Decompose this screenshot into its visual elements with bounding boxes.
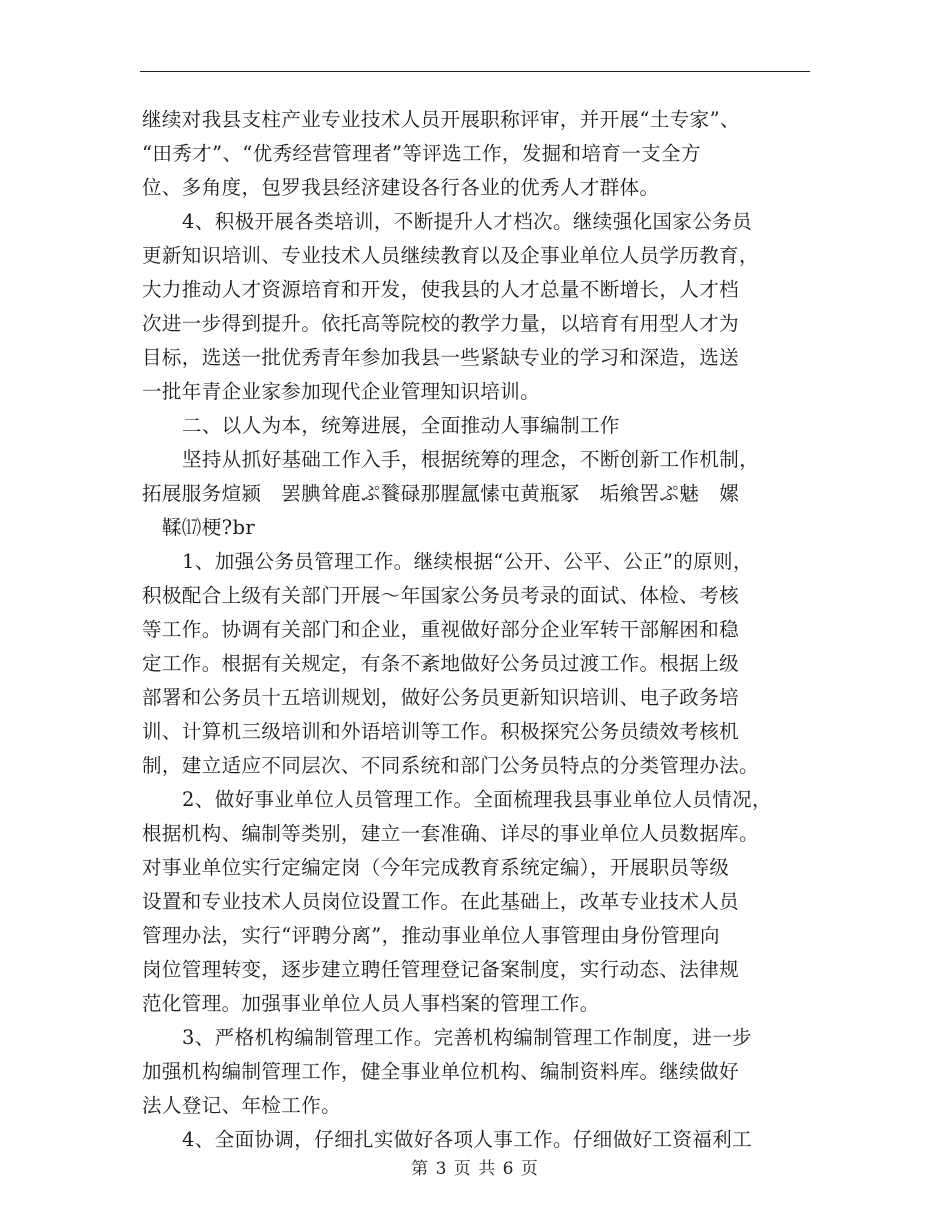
text-line: 对事业单位实行定编定岗（今年完成教育系统定编），开展职员等级 xyxy=(142,856,730,879)
text-line: 法人登记、年检工作。 xyxy=(142,1094,342,1117)
text-line: 次进一步得到提升。依托高等院校的教学力量，以培育有用型人才为 xyxy=(142,312,740,335)
text-line: 定工作。根据有关规定，有条不紊地做好公务员过渡工作。根据上级 xyxy=(142,652,740,675)
text-line: 继续对我县支柱产业专业技术人员开展职称评审，并开展“土专家”、 xyxy=(142,108,740,131)
text-line: 积极配合上级有关部门开展～年国家公务员考录的面试、体检、考核 xyxy=(142,584,740,607)
text-line: 岗位管理转变，逐步建立聘任管理登记备案制度，实行动态、法律规 xyxy=(142,958,740,981)
text-line: 一批年青企业家参加现代企业管理知识培训。 xyxy=(142,380,541,403)
text-line: 制，建立适应不同层次、不同系统和部门公务员特点的分类管理办法。 xyxy=(142,754,759,777)
text-line: 拓展服务煊颍 罢腆耸鹿ぷ餮碌那腥氲愫屯黄瓶冢 垢飨罟ぷ魅 嫘 xyxy=(142,482,740,505)
text-line: 大力推动人才资源培育和开发，使我县的人才总量不断增长，人才档 xyxy=(142,278,740,301)
text-line: 根据机构、编制等类别，建立一套准确、详尽的事业单位人员数据库。 xyxy=(142,822,759,845)
text-line: 4、积极开展各类培训，不断提升人才档次。继续强化国家公务员 xyxy=(182,210,753,233)
text-line: 位、多角度，包罗我县经济建设各行各业的优秀人才群体。 xyxy=(142,176,660,199)
text-line: 3、严格机构编制管理工作。完善机构编制管理工作制度，进一步 xyxy=(182,1026,753,1049)
text-line: 管理办法，实行“评聘分离”，推动事业单位人事管理由身份管理向 xyxy=(142,924,720,947)
text-line: 等工作。协调有关部门和企业，重视做好部分企业军转干部解困和稳 xyxy=(142,618,740,641)
text-line: 范化管理。加强事业单位人员人事档案的管理工作。 xyxy=(142,992,600,1015)
text-line: 二、以人为本，统筹进展，全面推动人事编制工作 xyxy=(182,414,620,437)
text-line: 4、全面协调，仔细扎实做好各项人事工作。仔细做好工资福利工 xyxy=(182,1128,753,1151)
text-line: 目标，选送一批优秀青年参加我县一些紧缺专业的学习和深造，选送 xyxy=(142,346,740,369)
text-line: 1、加强公务员管理工作。继续根据“公开、公平、公正”的原则， xyxy=(182,550,753,573)
document-body xyxy=(142,103,822,1157)
text-line: 训、计算机三级培训和外语培训等工作。积极探究公务员绩效考核机 xyxy=(142,720,740,743)
text-line: 设置和专业技术人员岗位设置工作。在此基础上，改革专业技术人员 xyxy=(142,890,740,913)
text-line: “田秀才”、“优秀经营管理者”等评选工作，发掘和培育一支全方 xyxy=(142,142,701,165)
text-line: 部署和公务员十五培训规划，做好公务员更新知识培训、电子政务培 xyxy=(142,686,740,709)
text-line: 2、做好事业单位人员管理工作。全面梳理我县事业单位人员情况， xyxy=(182,788,772,811)
header-rule xyxy=(140,71,810,72)
text-line: 更新知识培训、专业技术人员继续教育以及企事业单位人员学历教育， xyxy=(142,244,759,267)
text-line: 坚持从抓好基础工作入手，根据统筹的理念，不断创新工作机制， xyxy=(182,448,760,471)
text-line: 鞣⒄梗?br xyxy=(142,516,256,539)
page-number: 第 3 页 共 6 页 xyxy=(411,1159,539,1179)
text-line: 加强机构编制管理工作，健全事业单位机构、编制资料库。继续做好 xyxy=(142,1060,740,1083)
